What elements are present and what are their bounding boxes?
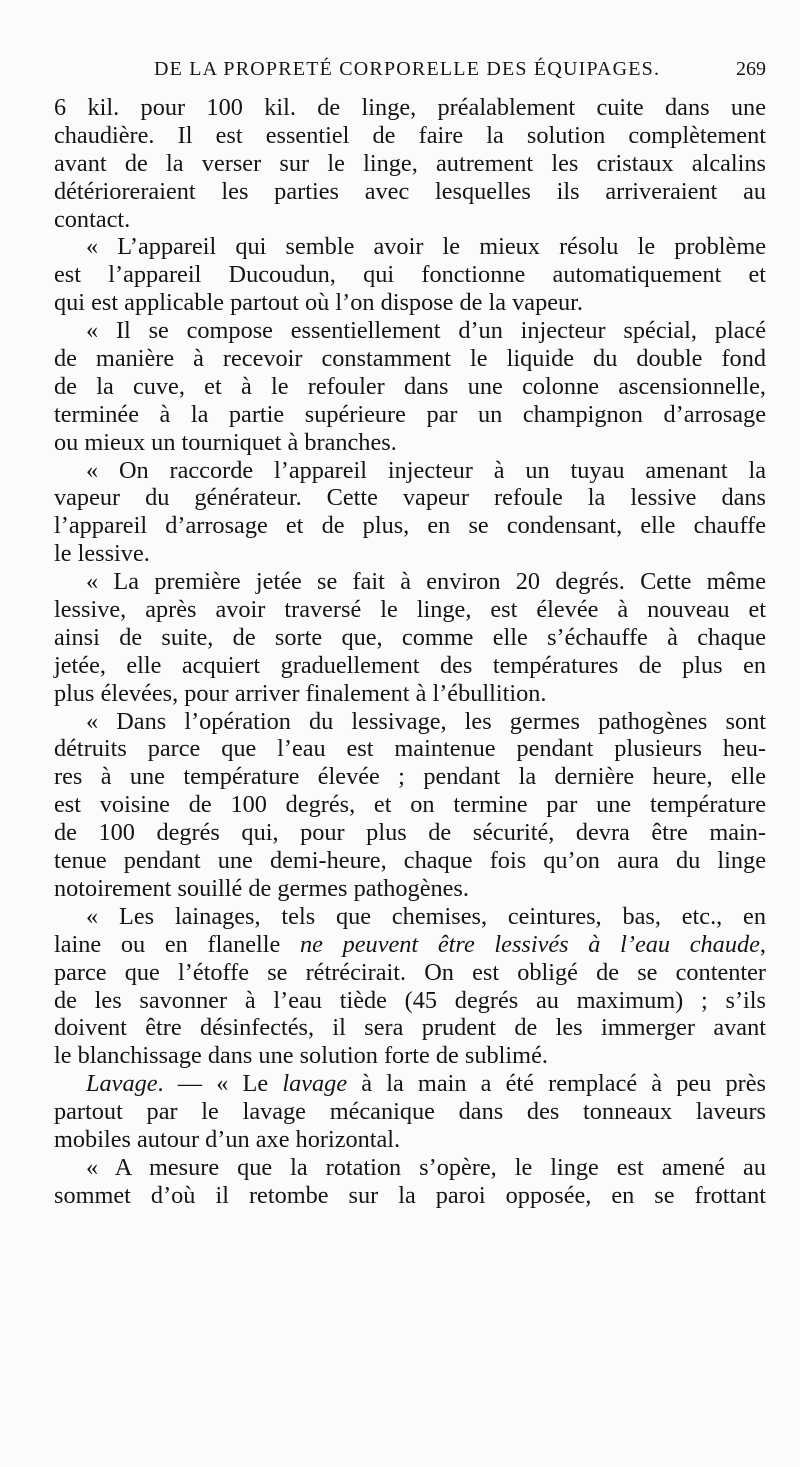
text-run: laine ou en flanelle [54, 930, 301, 958]
text-run: . — « Le [157, 1070, 283, 1098]
text-line: sommet d’où il retombe sur la paroi opposée, en se frottant [54, 1181, 766, 1209]
text-line: partout par le lavage mécanique dans des tonneaux laveurs [54, 1098, 766, 1126]
text-line: mobiles autour d’un axe horizontal. [54, 1125, 401, 1153]
text-line: de la cuve, et à le refouler dans une colonne ascensionnelle, [54, 372, 766, 400]
text-line: tenue pendant une demi-heure, chaque fois qu’on aura du linge [54, 847, 766, 875]
text-line: « La première jetée se fait à environ 20 degrés. Cette même [86, 568, 766, 596]
italic-run: lavage [282, 1070, 348, 1098]
text-line: doivent être désinfectés, il sera prudent de les immerger avant [54, 1014, 766, 1042]
text-line: ou mieux un tourniquet à branches. [54, 428, 397, 456]
italic-run: Lavage [86, 1070, 158, 1098]
text-line: qui est applicable partout où l’on dispose de la vapeur. [54, 289, 583, 317]
page-number: 269 [736, 58, 766, 80]
text-line: « Il se compose essentiellement d’un injecteur spécial, placé [86, 317, 766, 345]
text-line: 6 kil. pour 100 kil. de linge, préalablement cuite dans une [54, 94, 766, 121]
text-line: « On raccorde l’appareil injecteur à un tuyau amenant la [86, 456, 766, 484]
running-head [54, 58, 766, 88]
text-line: contact. [54, 205, 131, 233]
text-line: terminée à la partie supérieure par un champignon d’arrosage [54, 400, 766, 428]
text-line: chaudière. Il est essentiel de faire la solution complètement [54, 121, 766, 149]
text-line-mixed [54, 931, 766, 959]
text-line: l’appareil d’arrosage et de plus, en se condensant, elle chauffe [54, 512, 766, 540]
text-line: « Dans l’opération du lessivage, les germes pathogènes sont [86, 707, 766, 735]
running-title: DE LA PROPRETÉ CORPORELLE DES ÉQUIPAGES. [154, 58, 661, 80]
italic-run: ne peuvent être lessivés à l’eau chaude [300, 930, 760, 958]
text-line: le lessive. [54, 540, 150, 568]
text-line: vapeur du générateur. Cette vapeur refoule la lessive dans [54, 484, 766, 512]
text-line: « A mesure que la rotation s’opère, le linge est amené au [86, 1153, 766, 1181]
text-line: de 100 degrés qui, pour plus de sécurité, devra être main- [54, 819, 766, 847]
text-line: lessive, après avoir traversé le linge, est élevée à nouveau et [54, 596, 766, 624]
text-line-mixed [54, 1070, 766, 1098]
text-line: parce que l’étoffe se rétrécirait. On est obligé de se contenter [54, 958, 766, 986]
text-run: , [759, 930, 766, 958]
text-line: de les savonner à l’eau tiède (45 degrés au maximum) ; s’ils [54, 986, 766, 1014]
text-line: détruits parce que l’eau est maintenue pendant plusieurs heu- [54, 735, 766, 763]
text-line: notoirement souillé de germes pathogènes. [54, 874, 469, 902]
text-line: « L’appareil qui semble avoir le mieux résolu le problème [86, 233, 766, 261]
text-line: « Les lainages, tels que chemises, ceintures, bas, etc., en [86, 902, 766, 930]
text-line: le blanchissage dans une solution forte de sublimé. [54, 1042, 548, 1070]
text-run: à la main a été remplacé à peu près [347, 1070, 766, 1098]
text-line: de manière à recevoir constamment le liquide du double fond [54, 345, 766, 373]
text-line: est l’appareil Ducoudun, qui fonctionne automatiquement et [54, 261, 766, 289]
text-line: plus élevées, pour arriver finalement à l’ébullition. [54, 679, 547, 707]
body-text [54, 94, 766, 1210]
text-line: est voisine de 100 degrés, et on termine par une température [54, 791, 766, 819]
text-line: détérioreraient les parties avec lesquelles ils arriveraient au [54, 177, 766, 205]
text-line: res à une température élevée ; pendant la dernière heure, elle [54, 763, 766, 791]
text-line: jetée, elle acquiert graduellement des températures de plus en [54, 651, 766, 679]
text-line: ainsi de suite, de sorte que, comme elle s’échauffe à chaque [54, 623, 766, 651]
text-line: avant de la verser sur le linge, autrement les cristaux alcalins [54, 149, 766, 177]
